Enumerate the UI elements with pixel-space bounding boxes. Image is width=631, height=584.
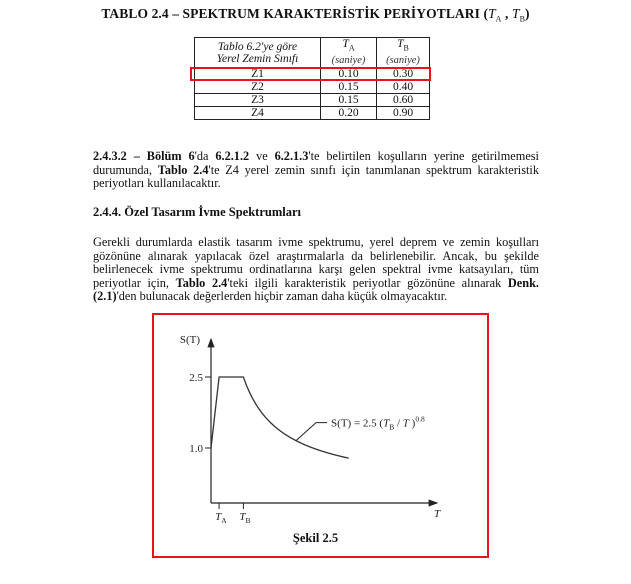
para2-text-3: 'den bulunacak değerlerden hiçbir zaman daha küçük olmayacaktır.	[116, 289, 448, 304]
para1-bold-1: 2.4.3.2 – Bölüm 6	[93, 149, 195, 163]
header-ta	[321, 38, 377, 68]
y-tick-label: 1.0	[189, 443, 203, 455]
table-title-tb: T	[512, 6, 520, 21]
cell-tb: 0.90	[377, 107, 430, 120]
para1-bold-4: Tablo 2.4	[157, 162, 209, 177]
para2-bold-1: Tablo 2.4	[175, 275, 228, 290]
spectrum-curve	[211, 377, 349, 458]
para2-text-2: 'teki ilgili karakteristik periyotlar gözönüne alınarak	[227, 275, 508, 290]
para2-bold-2: Denk. (2.1)	[93, 275, 539, 304]
y-axis-label: S(T)	[179, 334, 200, 346]
table-title	[0, 6, 631, 24]
cell-class: Z2	[195, 81, 321, 94]
para2-text-1: Gerekli durumlarda elastik tasarım ivme spektrumu, yerel deprem ve zemin koşulları gözönüne alınarak yapılacak özel araştırmalarla da belirlenebilir. Ancak, bu şekilde belirlenecek ivme spektrumu ordinatlarına karşı gelen spektral ivme katsayıları, tüm periyotlar için,	[93, 235, 539, 290]
header-ta-unit: (saniye)	[331, 55, 366, 67]
cell-tb: 0.60	[377, 94, 430, 107]
para1-bold-2: 6.2.1.2	[215, 149, 250, 163]
table-title-suffix: )	[525, 6, 530, 21]
cell-class: Z4	[195, 107, 321, 120]
formula-annotation: S(T) = 2.5 ($T_B$ / T )$^{0.8}$	[331, 414, 425, 432]
cell-ta: 0.15	[321, 81, 377, 94]
table-header-row	[195, 38, 430, 68]
header-ta-symbol: T	[342, 38, 349, 50]
cell-ta: 0.10	[321, 68, 377, 81]
para1-bold-3: 6.2.1.3	[274, 149, 309, 163]
figure-caption: Şekil 2.5	[292, 531, 339, 545]
annotation-leader-line	[296, 423, 327, 441]
cell-tb: 0.30	[377, 68, 430, 81]
table-row	[195, 94, 430, 107]
cell-class: Z3	[195, 94, 321, 107]
header-class-line1: Tablo 6.2'ye göre	[217, 40, 298, 53]
cell-ta: 0.15	[321, 94, 377, 107]
spectrum-chart	[154, 315, 487, 556]
header-soil-class	[195, 38, 321, 68]
paragraph-2-4-3-2	[93, 150, 539, 191]
z1-row-highlight-box	[190, 67, 431, 81]
x-axis-label: T	[434, 508, 441, 520]
header-tb-unit: (saniye)	[386, 55, 420, 67]
table-title-ta: T	[488, 6, 496, 21]
x-tick-label-TB: $T_B$	[239, 511, 251, 525]
para1-text-4: 'te Z4 yerel zemin sınıfı için tanımlanan spektrum karakteristik periyotları kullanılacaktır.	[93, 162, 539, 191]
header-tb-sub: B	[403, 43, 409, 53]
cell-class: Z1	[195, 68, 321, 81]
para1-text-1: 'da	[194, 149, 216, 163]
table-title-ta-sub: A	[495, 14, 502, 24]
header-tb	[377, 38, 430, 68]
section-heading: 2.4.4. Özel Tasarım İvme Spektrumları	[93, 205, 301, 219]
y-tick-label: 2.5	[189, 372, 203, 384]
x-tick-label-TA: $T_A$	[215, 511, 227, 525]
header-tb-symbol: T	[397, 38, 404, 50]
cell-tb: 0.40	[377, 81, 430, 94]
header-class-line2: Yerel Zemin Sınıfı	[216, 52, 299, 65]
figure-highlight-frame	[152, 313, 489, 558]
paragraph-2-4-4	[93, 236, 539, 304]
table-row	[195, 107, 430, 120]
table-title-tb-sub: B	[519, 14, 526, 24]
y-ticks	[189, 372, 211, 455]
cell-ta: 0.20	[321, 107, 377, 120]
para1-text-2: ve	[249, 149, 275, 163]
para1-text-3: 'te belirtilen koşulların yerine getirilmemesi durumunda,	[93, 149, 539, 177]
table-row	[195, 81, 430, 94]
header-ta-sub: A	[348, 43, 355, 53]
x-ticks	[215, 503, 250, 525]
table-title-sep: ,	[501, 6, 512, 21]
table-title-text: TABLO 2.4 – SPEKTRUM KARAKTERİSTİK PERİYOTLARI (	[101, 6, 489, 21]
